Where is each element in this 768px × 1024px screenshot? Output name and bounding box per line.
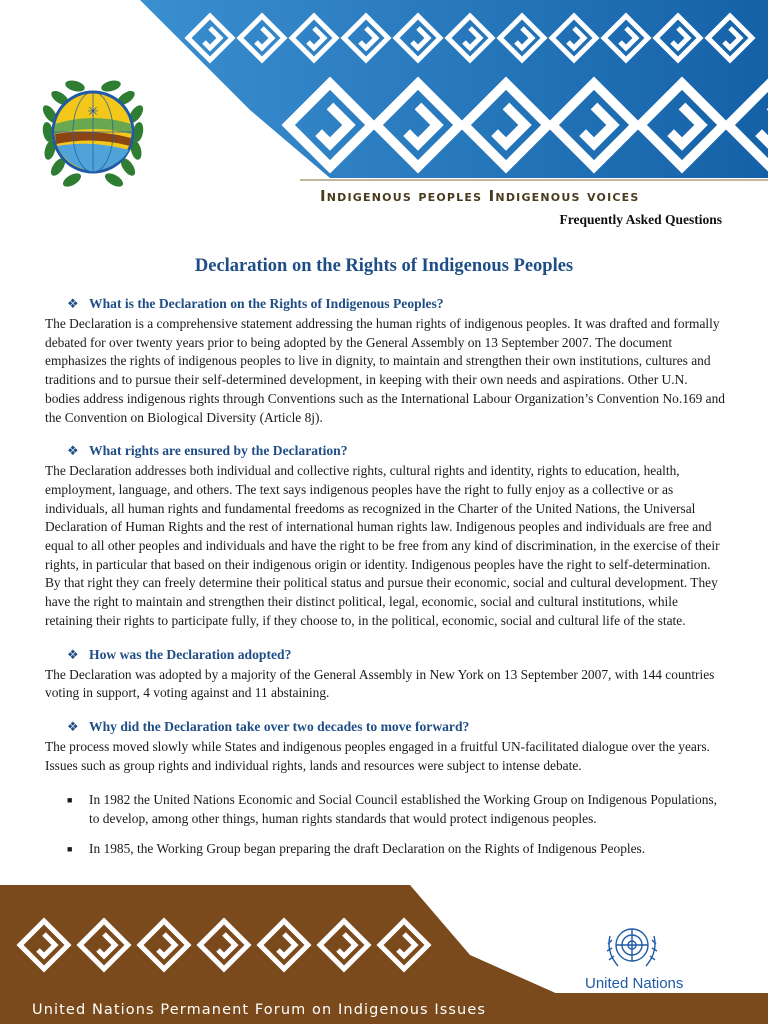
question-text: What is the Declaration on the Rights of Indigenous Peoples? — [89, 296, 444, 311]
faq-question — [67, 719, 725, 735]
faq-question — [67, 443, 725, 459]
answer-text: The Declaration addresses both individual and collective rights, cultural rights and identity, rights to education, health, employment, language, and others. The text says indigenous peoples have the right to fully enjoy as a collective or as individuals, all human rights and fundamental freedoms as recognized in the Charter of the United Nations, the Universal Declaration of Human Rights and the rest of international human rights law. Indigenous peoples and individuals are free and equal to all other peoples and individuals and have the right to be free from any kind of discrimination, in the exercise of their rights, in particular that based on their indigenous origin or identity. Indigenous peoples have the right to self-determination. By that right they can freely determine their political status and pursue their economic, social and cultural development. They have the right to maintain and strengthen their distinct political, legal, economic, social and cultural institutions, while retaining their rights to participate fully, if they choose to, in the political, economic, social and cultural life of the state. — [45, 463, 720, 628]
question-text: How was the Declaration adopted? — [89, 646, 292, 662]
list-item — [67, 791, 725, 828]
header-tagline: Indigenous peoples Indigenous voices — [320, 187, 640, 205]
faq-content — [45, 296, 725, 869]
permanent-forum-emblem-icon — [30, 72, 156, 198]
diamond-bullet-icon: ❖ — [67, 443, 79, 459]
faq-label: Frequently Asked Questions — [559, 212, 722, 227]
faq-question — [67, 296, 725, 312]
page-title: Declaration on the Rights of Indigenous Peoples — [194, 256, 574, 276]
question-text: What rights are ensured by the Declaration? — [89, 443, 348, 459]
answer-text: The process moved slowly while States and indigenous peoples engaged in a fruitful UN-facilitated dialogue over the years. Issues such as group rights and individual rights, lands and resources were subject to intense debate. — [45, 738, 710, 773]
svg-text:✳: ✳ — [87, 104, 99, 120]
list-item-text: In 1982 the United Nations Economic and Social Council established the Working Group on Indigenous Populations, to develop, among other things, human rights standards that would protect indigenous peoples. — [89, 792, 717, 827]
un-name: United Nations — [585, 975, 684, 992]
history-list — [67, 791, 725, 858]
faq-question — [67, 647, 725, 663]
un-emblem-icon — [602, 918, 662, 976]
footer-forum-name: United Nations Permanent Forum on Indigenous Issues — [32, 1002, 487, 1018]
list-item — [67, 840, 725, 859]
answer-text: The Declaration is a comprehensive statement addressing the human rights of indigenous peoples. It was drafted and formally debated for over twenty years prior to being adopted by the General Assembly on 13 September 2007. The document emphasizes the rights of indigenous peoples to live in dignity, to maintain and strengthen their own institutions, cultures and traditions and to pursue their self-determined development, in keeping with their own needs and aspirations. Other U.N. bodies address indigenous rights through Conventions such as the International Labour Organization’s Convention No.169 and the Convention on Biological Diversity (Article 8j). — [45, 316, 725, 425]
answer-text: The Declaration was adopted by a majority of the General Assembly in New York on 13 September 2007, with 144 countries voting in support, 4 voting against and 11 abstaining. — [45, 666, 715, 701]
square-bullet-icon: ■ — [67, 795, 73, 806]
diamond-bullet-icon: ❖ — [67, 296, 79, 311]
diamond-bullet-icon: ❖ — [67, 646, 79, 662]
list-item-text: In 1985, the Working Group began preparing the draft Declaration on the Rights of Indigenous Peoples. — [89, 840, 646, 856]
question-text: Why did the Declaration take over two decades to move forward? — [89, 718, 470, 734]
square-bullet-icon: ■ — [67, 843, 73, 854]
diamond-bullet-icon: ❖ — [67, 718, 79, 734]
